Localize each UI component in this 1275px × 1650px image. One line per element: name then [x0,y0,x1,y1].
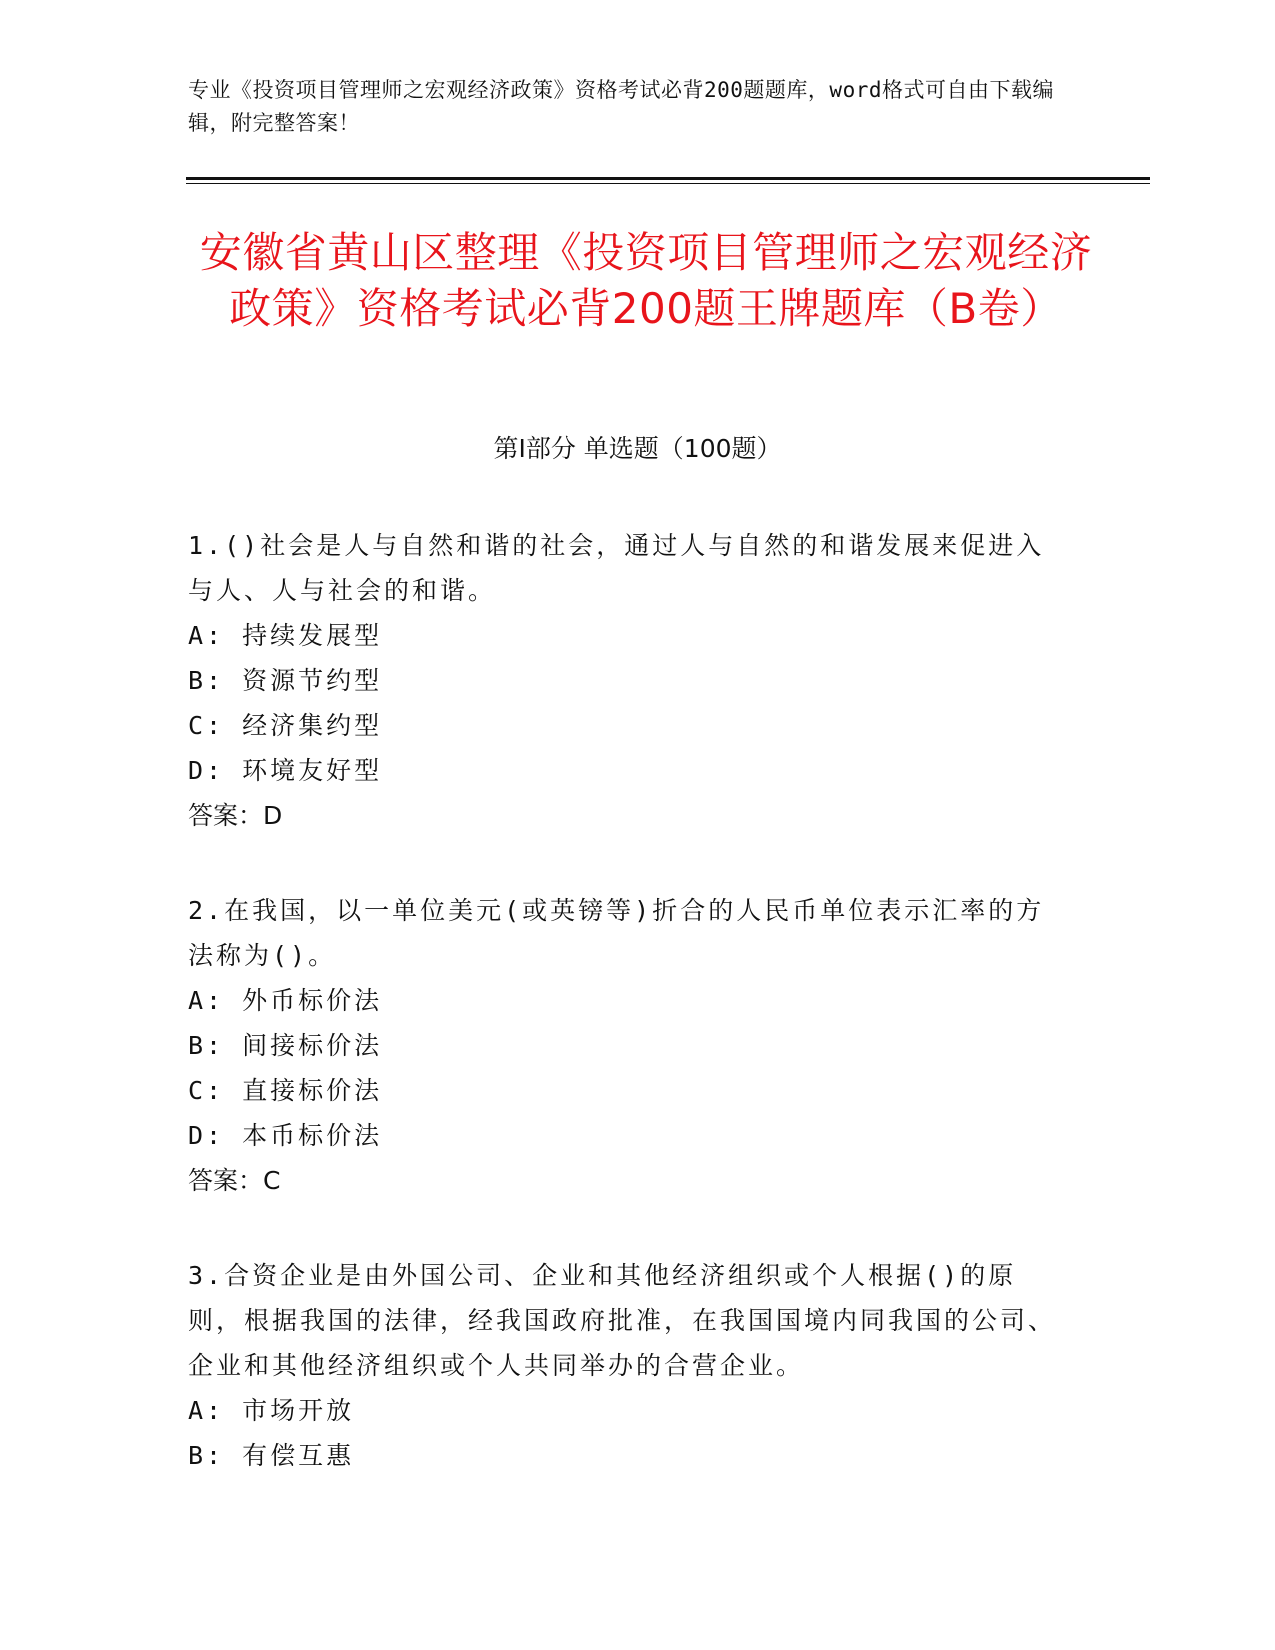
question-1 [188,523,1068,838]
option-c: C: 经济集约型 [188,711,383,740]
question-list [188,523,1068,1528]
document-title: 安徽省黄山区整理《投资项目管理师之宏观经济政策》资格考试必背200题王牌题库（B卷） [199,228,1093,333]
option-a: A: 外币标价法 [188,986,383,1015]
option-b: B: 资源节约型 [188,666,383,695]
question-stem: 2.在我国，以一单位美元(或英镑等)折合的人民币单位表示汇率的方法称为()。 [188,896,1045,970]
answer: 答案：C [188,1166,281,1195]
option-b: B: 有偿互惠 [188,1441,355,1470]
option-d: D: 环境友好型 [188,756,383,785]
question-3 [188,1253,1068,1478]
section-heading: 第Ⅰ部分 单选题（100题） [493,434,782,463]
question-stem: 3.合资企业是由外国公司、企业和其他经济组织或个人根据()的原则，根据我国的法律，经我国政府批准，在我国国境内同我国的公司、企业和其他经济组织或个人共同举办的合营企业。 [188,1261,1057,1380]
answer: 答案：D [188,801,283,830]
header-note: 专业《投资项目管理师之宏观经济政策》资格考试必背200题题库，word格式可自由下载编辑，附完整答案！ [188,78,1054,135]
option-b: B: 间接标价法 [188,1031,383,1060]
option-a: A: 市场开放 [188,1396,355,1425]
header-divider [186,177,1150,184]
divider-thick-line [186,177,1150,180]
option-c: C: 直接标价法 [188,1076,383,1105]
question-stem: 1.()社会是人与自然和谐的社会，通过人与自然的和谐发展来促进入与人、人与社会的和谐。 [188,531,1045,605]
question-2 [188,888,1068,1203]
option-a: A: 持续发展型 [188,621,383,650]
divider-thin-line [186,183,1150,184]
option-d: D: 本币标价法 [188,1121,383,1150]
